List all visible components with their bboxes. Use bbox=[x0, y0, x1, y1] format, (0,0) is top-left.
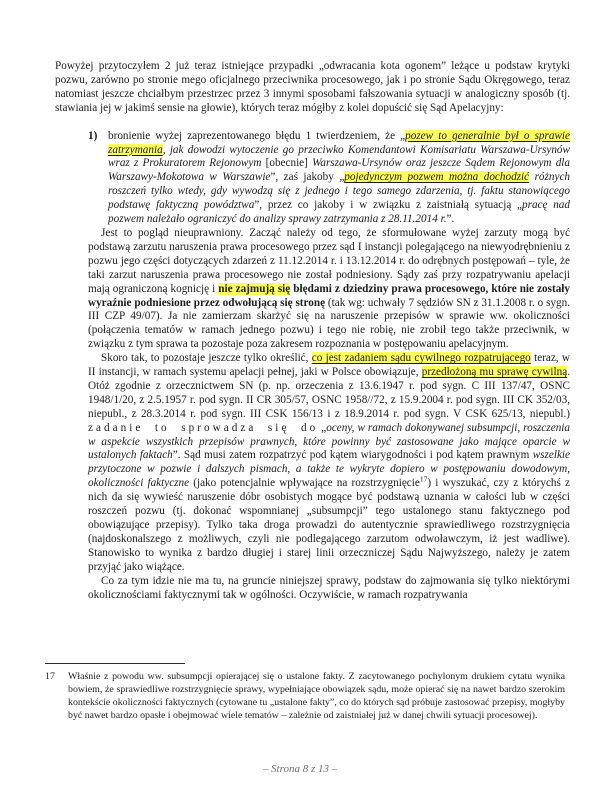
text-run: pozew to generalnie był o sprawie zatrzymania bbox=[108, 129, 570, 156]
text-run: co jest zadaniem sądu cywilnego rozpatrującego bbox=[311, 352, 531, 365]
footnote-separator bbox=[45, 663, 185, 664]
text-run: błędami z dziedziny prawa procesowego, które nie zostały wyraźnie podniesione przez odwołującą się stronę bbox=[88, 282, 570, 309]
text-run: , bbox=[162, 143, 170, 156]
text-run: Jest to pogląd nieuprawniony. Zacząć należy od tego, że sformułowane wyżej zarzuty mogą być podstawą zarzutu naruszenia prawa procesowego przez sąd I instancji polegającego na niewyodrębnieniu z pozwu jego części dotyczących zdarzeń z 11.12.2014 r. i 13.12.2014 r. do odrębnych postępowań – tyle, że taki zarzut naruszenia prawa procesowego nie został podniesiony. Sądy zaś przy rozpatrywaniu apelacji mają ograniczoną kognicję i bbox=[88, 226, 570, 295]
paragraph-intro bbox=[55, 60, 570, 116]
list-item-number: 1) bbox=[88, 129, 98, 142]
main-text bbox=[55, 60, 570, 602]
text-run: oceny, w ramach dokonywanej subsumpcji, roszczenia w aspekcie wszystkich przepisów prawnych, które powinny być zastosowane jako mające oparcie w ustalonych faktach bbox=[88, 421, 570, 462]
text-run: Skoro tak, to pozostaje jeszcze tylko określić, bbox=[101, 352, 312, 365]
text-run: nie zajmują się bbox=[218, 282, 291, 295]
text-run: ”, zaś jakoby „ bbox=[270, 171, 345, 184]
text-run: zadanie to sprowadza się do bbox=[88, 421, 319, 434]
text-run: [obecnie] bbox=[265, 157, 313, 170]
text-run: ”. Sąd musi zatem rozpatrzyć pod kątem wiarygodności i pod kątem prawnym bbox=[172, 449, 533, 462]
text-run: (jako potencjalnie wpływające na rozstrzygnięcie bbox=[189, 477, 420, 490]
paragraph-conclusion bbox=[88, 575, 570, 603]
footnote-number: 17 bbox=[45, 671, 55, 682]
text-run: przedłożoną mu sprawę cywilną bbox=[421, 366, 568, 379]
text-run: . Otóż zgodnie z orzecznictwem SN (p. np. orzeczenia z 13.6.1947 r. pod sygn. C III 137/47, OSNC 1948/1/20, z 2.5.1957 r. pod sygn. II CR 305/57, OSNC 1958//72, z 15.9.2004 r. pod sygn. III CK 352/03, niepubl., z 28.3.2014 r. pod sygn. III CSK 156/13 i z 18.9.2014 r. pod sygn. V CSK 625/13, niepubl.) bbox=[88, 366, 570, 420]
text-run: ) i wyszukać, czy z którychś z nich da się wywieść naruszenie dóbr osobistych mogące być podstawą uznania w całości lub w części roszczeń pozwu (tj. dokonać wspomnianej „subsumpcji” tego ustalonego stanu faktycznego pod obowiązujące przepisy). Tylko taka droga prowadzi do autentycznie sprawiedliwego rozstrzygnięcia (najdoskonalszego z możliwych, czyli nie podlegającego zarzutom odwoławczym, iż jest wadliwe). Stanowisko to wynika z bardzo długiej i starej linii orzeczniczej Sądu Najwyższego, należy je zatem przyjąć jako wiążące. bbox=[88, 477, 570, 573]
text-run: jak dowodzi wytoczenie go przeciwko Komendantowi Komisariatu Warszawa-Ursynów wraz z Prokuratorem Rejonowym bbox=[108, 143, 570, 170]
text-run: pracę nad pozwem należało ograniczyć do analizy sprawy zatrzymania z 28.11.2014 r. bbox=[108, 199, 570, 226]
text-run: teraz, w II instancji, w ramach systemu apelacji pełnej, jaki w Polsce obowiązuje, bbox=[88, 352, 570, 379]
text-run: 17 bbox=[419, 474, 428, 484]
text-run: „ bbox=[318, 421, 327, 434]
text-run: (tak wg: uchwały 7 sędziów SN z 31.1.2008 r. o sygn. III CZP 49/07). Ja nie zamierzam skarżyć się na naruszenie przepisów w sprawie ww. okoliczności (połączenia tematów w ramach jednego pozwu) i tego nie robię, nie zrobił tego także przeciwnik, w związku z tym sprawa ta pozostaje poza zakresem rozpoznania w postępowaniu apelacyjnym. bbox=[88, 296, 571, 351]
text-run: Co za tym idzie nie ma tu, na gruncie niniejszej sprawy, podstaw do zajmowania się tylko niektórymi okolicznościami faktycznymi tak w ogólności. Oczywiście, w ramach rozpatrywania bbox=[88, 574, 570, 601]
paragraph-court-task bbox=[88, 352, 570, 575]
list-item-1 bbox=[88, 130, 570, 227]
text-run: Warszawa-Ursynów oraz jeszcze Sądem Rejonowym dla Warszawy-Mokotowa w Warszawie bbox=[108, 157, 570, 184]
text-run: pojedynczym pozwem można dochodzić bbox=[344, 171, 530, 184]
page-number-footer: – Strona 8 z 13 – bbox=[262, 763, 338, 775]
footnote-17 bbox=[45, 671, 565, 723]
text-run: różnych roszczeń tylko wtedy, gdy wywodzą się z jednego i tego samego zdarzenia, tj. faktu stanowiącego podstawę faktyczną powództwa bbox=[108, 171, 570, 212]
text-run: ”, przez co jakoby i w związku z zaistniałą sytuacją „ bbox=[254, 199, 522, 212]
text-run: Właśnie z powodu ww. subsumpcji opierającej się o ustalone fakty. Z zacytowanego pochylonym drukiem cytatu wynika bowiem, że sprawiedliwe rozstrzygnięcie sprawy, wypełniające obowiązek sądu, może opierać się na nawet bardzo szerokim kontekście okoliczności faktycznych (cytowane tu „ustalone fakty”, co do których sąd próbuje zastosować przepisy, mogłyby być nawet bardzo opasłe i obejmować wiele tematów – zależnie od zaistniałej już w danej chwili sytuacji procesowej). bbox=[68, 671, 565, 721]
list-item-text bbox=[108, 130, 570, 225]
text-run: Powyżej przytoczyłem 2 już teraz istniejące przypadki „odwracania kota ogonem” leżące u podstaw krytyki pozwu, zarówno po stronie mego oficjalnego przeciwnika procesowego, jak i po stronie Sądu Okręgowego, teraz natomiast jeszcze chciałbym przestrzec przez 3 innymi sposobami fałszowania sytuacji w analogiczny sposób (tj. stawiania jej w jakimś sensie na głowie), których teraz mógłby z kolei dopuścić się Sąd Apelacyjny: bbox=[55, 60, 570, 114]
text-run: wszelkie przytoczone w pozwie i dalszych pismach, a także te wykryte dopiero w postępowaniu dowodowym, okoliczności faktyczne bbox=[88, 449, 570, 490]
text-run: ”. bbox=[446, 213, 455, 226]
footnote-text bbox=[68, 671, 565, 721]
text-run: bronienie wyżej zaprezentowanego błędu 1 twierdzeniem, że „ bbox=[108, 129, 406, 142]
argument-block-1 bbox=[88, 130, 570, 603]
paragraph-response bbox=[88, 227, 570, 352]
